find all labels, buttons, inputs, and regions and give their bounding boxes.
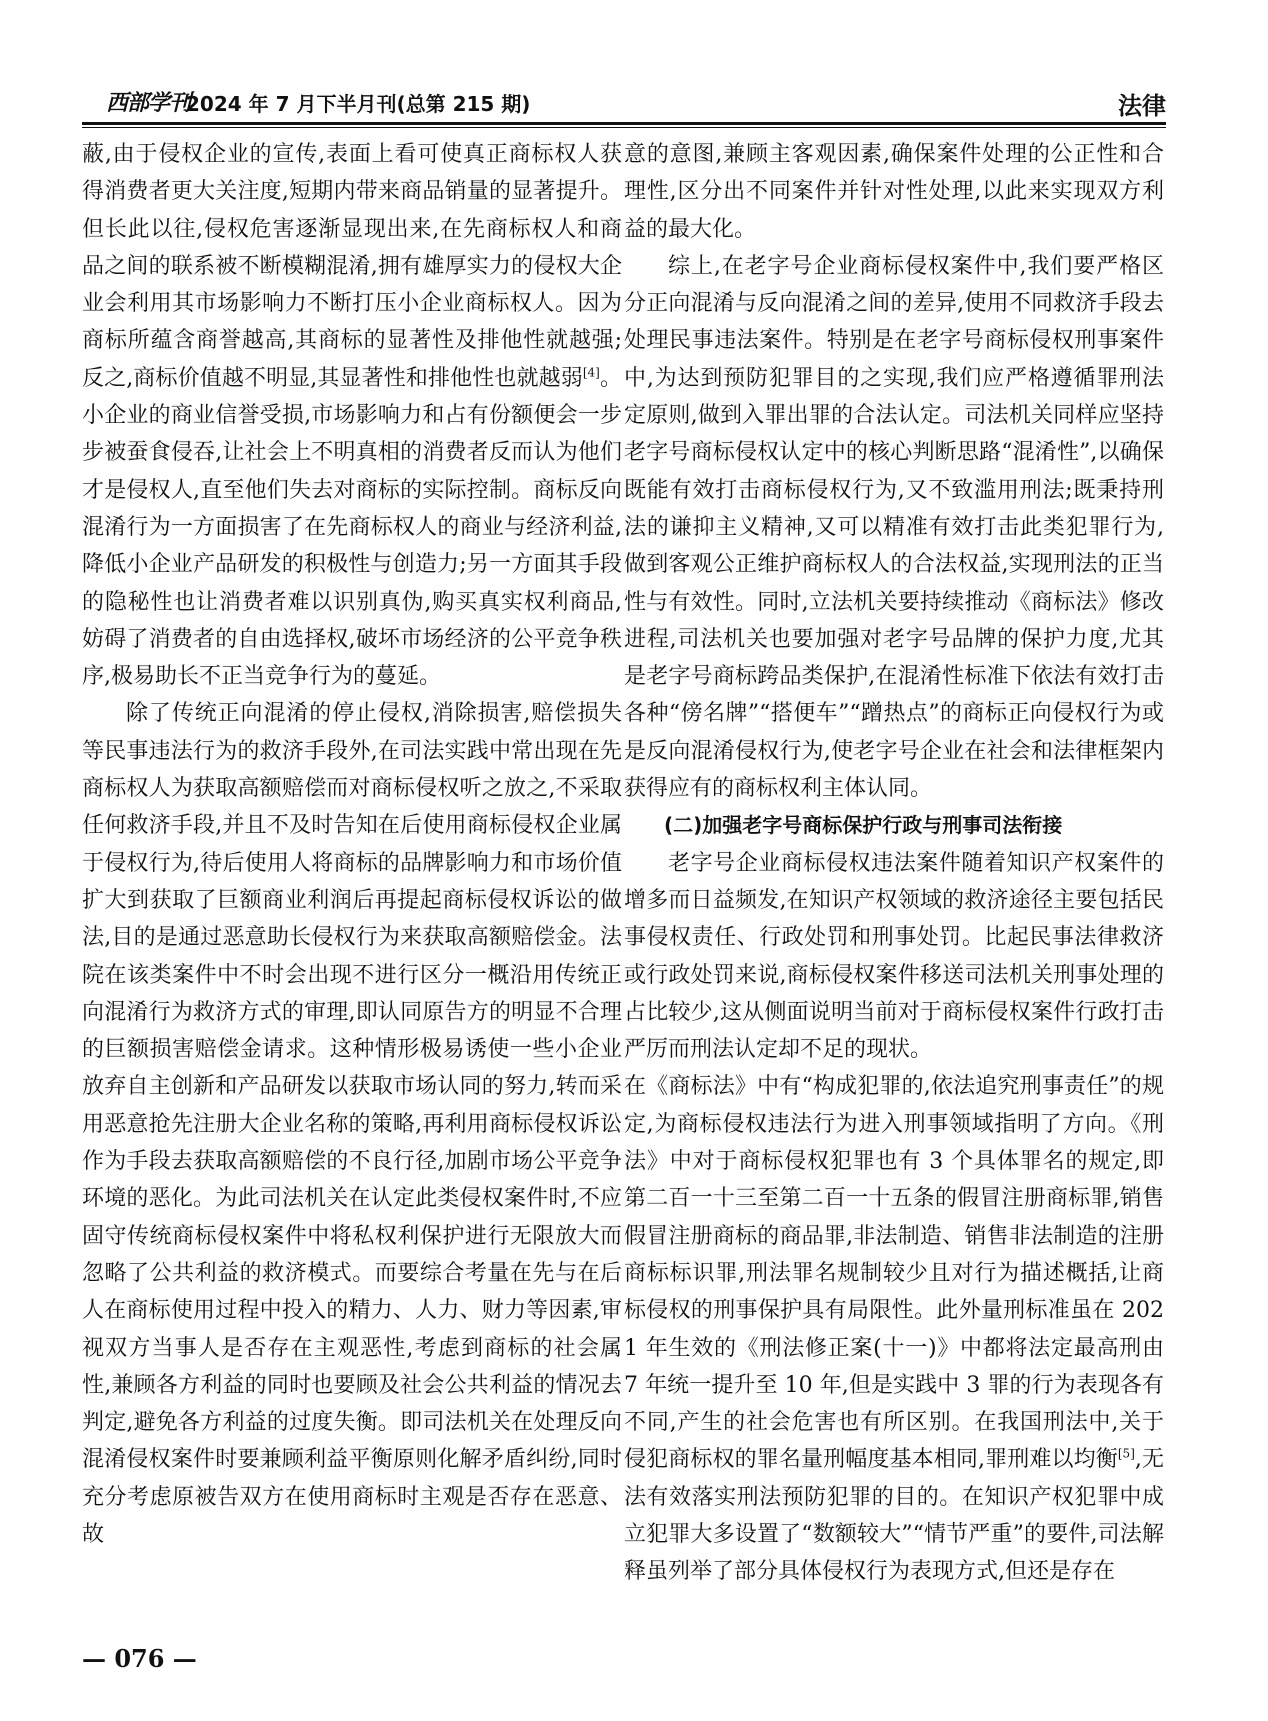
section-heading: (二)加强老字号商标保护行政与刑事司法衔接 (664, 813, 1063, 838)
right-paragraph-1: 意的意图,兼顾主客观因素,确保案件处理的公正性和合理性,区分出不同案件并针对性处理,以此来实现双方利益的最大化。 (624, 142, 1164, 242)
citation-ref-4: [4] (582, 365, 600, 380)
section-label: 法律 (1118, 92, 1166, 120)
left-paragraph-1-tail: 。小企业的商业信誉受损,市场影响力和占有份额便会一步步被蚕食侵吞,让社会上不明真相的消费者反而认为他们才是侵权人,直至他们失去对商标的实际控制。商标反向混淆行为一方面损害了在先商标权人的商业与经济利益,降低小企业产品研发的积极性与创造力;另一方面其手段的隐秘性也让消费者难以识别真伪,购买真实权利商品,妨碍了消费者的自由选择权,破坏市场经济的公平竞争秩序,极易助长不正当竞争行为的蔓延。 (82, 365, 622, 690)
right-paragraph-3: 老字号企业商标侵权违法案件随着知识产权案件的增多而日益频发,在知识产权领域的救济途径主要包括民事侵权责任、行政处罚和刑事处罚。比起民事法律救济或行政处罚来说,商标侵权案件移送司法机关刑事处理的占比较少,这从侧面说明当前对于商标侵权案件行政打击严厉而刑法认定却不足的现状。 (624, 850, 1164, 1063)
issue-info: 2024 年 7 月下半月刊(总第 215 期) (186, 92, 531, 116)
left-column (82, 136, 622, 1553)
left-paragraph-2: 除了传统正向混淆的停止侵权,消除损害,赔偿损失等民事违法行为的救济手段外,在司法实践中常出现在先商标权人为获取高额赔偿而对商标侵权听之放之,不采取任何救济手段,并且不及时告知在后使用商标侵权企业属于侵权行为,待后使用人将商标的品牌影响力和市场价值扩大到获取了巨额商业利润后再提起商标侵权诉讼的做法,目的是通过恶意助长侵权行为来获取高额赔偿金。法院在该类案件中不时会出现不进行区分一概沿用传统正向混淆行为救济方式的审理,即认同原告方的明显不合理的巨额损害赔偿金请求。这种情形极易诱使一些小企业放弃自主创新和产品研发以获取市场认同的努力,转而采用恶意抢先注册大企业名称的策略,再利用商标侵权诉讼作为手段去获取高额赔偿的不良行径,加剧市场公平竞争环境的恶化。为此司法机关在认定此类侵权案件时,不应固守传统商标侵权案件中将私权利保护进行无限放大而忽略了公共利益的救济模式。而要综合考量在先与在后人在商标使用过程中投入的精力、人力、财力等因素,审视双方当事人是否存在主观恶性,考虑到商标的社会属性,兼顾各方利益的同时也要顾及社会公共利益的情况去判定,避免各方利益的过度失衡。即司法机关在处理反向混淆侵权案件时要兼顾利益平衡原则化解矛盾纠纷,同时充分考虑原被告双方在使用商标时主观是否存在恶意、故 (82, 701, 622, 1547)
left-paragraph-1 (82, 136, 622, 695)
right-paragraph-4 (624, 1068, 1164, 1590)
left-paragraph-1-text: 蔽,由于侵权企业的宣传,表面上看可使真正商标权人获得消费者更大关注度,短期内带来商品销量的显著提升。但长此以往,侵权危害逐渐显现出来,在先商标权人和商品之间的联系被不断模糊混淆,拥有雄厚实力的侵权大企业会利用其市场影响力不断打压小企业商标权人。因为商标所蕴含商誉越高,其商标的显著性及排他性就越强;反之,商标价值越不明显,其显著性和排他性也就越弱 (82, 142, 622, 391)
header-rule-thin (82, 127, 1166, 128)
header-rule-thick (82, 122, 1166, 125)
right-paragraph-4-text: 在《商标法》中有“构成犯罪的,依法追究刑事责任”的规定,为商标侵权违法行为进入刑事领域指明了方向。《刑法》中对于商标侵权犯罪也有 3 个具体罪名的规定,即第二百一十三至第二百一十五条的假冒注册商标罪,销售假冒注册商标的商品罪,非法制造、销售非法制造的注册商标标识罪,刑法罪名规制较少且对行为描述概括,让商标侵权的刑事保护具有局限性。此外量刑标准虽在 2021 年生效的《刑法修正案(十一)》中都将法定最高刑由 7 年统一提升至 10 年,但是实践中 3 罪的行为表现各有不同,产生的社会危害也有所区别。在我国刑法中,关于侵犯商标权的罪名量刑幅度基本相同,罪刑难以均衡 (624, 1074, 1164, 1473)
running-header (82, 86, 1166, 120)
citation-ref-5: [5] (1117, 1447, 1135, 1462)
page-number: — 076 — (82, 1644, 197, 1673)
right-paragraph-4-tail: ,无法有效落实刑法预防犯罪的目的。在知识产权犯罪中成立犯罪大多设置了“数额较大”“情节严重”的要件,司法解释虽列举了部分具体侵权行为表现方式,但还是存在 (624, 1447, 1164, 1585)
journal-logo: 西部学刊 (106, 90, 191, 116)
right-paragraph-2: 综上,在老字号企业商标侵权案件中,我们要严格区分正向混淆与反向混淆之间的差异,使用不同救济手段去处理民事违法案件。特别是在老字号商标侵权刑事案件中,为达到预防犯罪目的之实现,我们应严格遵循罪刑法定原则,做到入罪出罪的合法认定。司法机关同样应坚持老字号商标侵权认定中的核心判断思路“混淆性”,以确保既能有效打击商标侵权行为,又不致滥用刑法;既秉持刑法的谦抑主义精神,又可以精准有效打击此类犯罪行为,做到客观公正维护商标权人的合法权益,实现刑法的正当性与有效性。同时,立法机关要持续推动《商标法》修改进程,司法机关也要加强对老字号品牌的保护力度,尤其是老字号商标跨品类保护,在混淆性标准下依法有效打击各种“傍名牌”“搭便车”“蹭热点”的商标正向侵权行为或是反向混淆侵权行为,使老字号企业在社会和法律框架内获得应有的商标权利主体认同。 (624, 253, 1164, 802)
right-column (624, 136, 1164, 1591)
